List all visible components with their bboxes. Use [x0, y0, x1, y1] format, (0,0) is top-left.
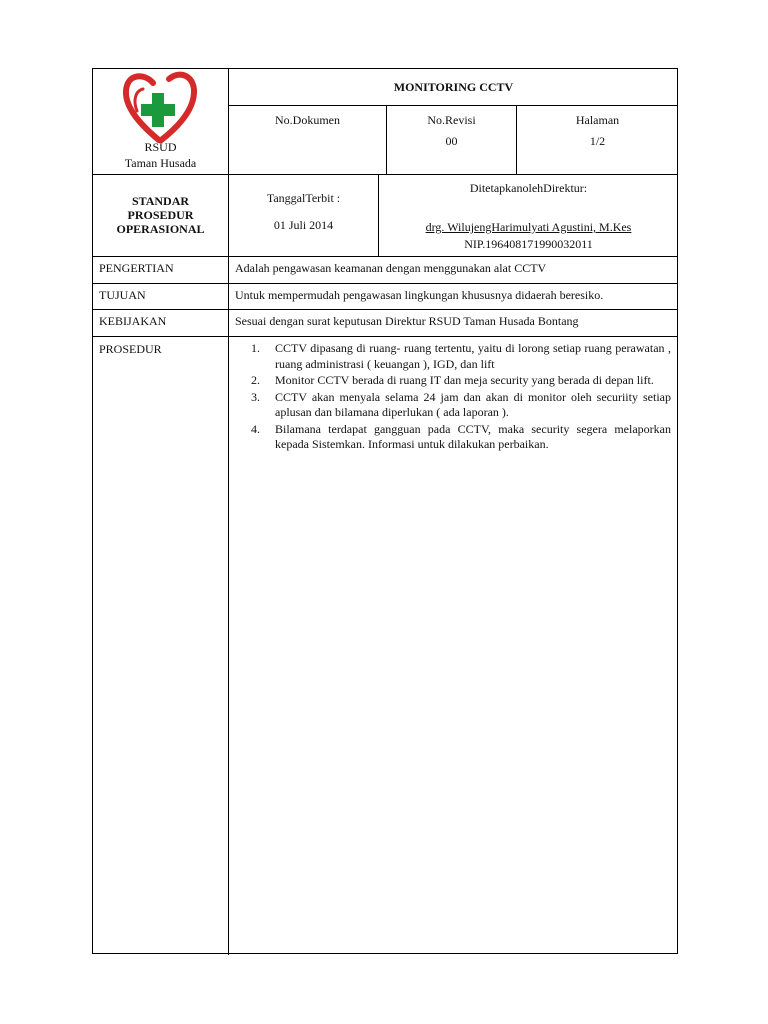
prosedur-item-text: CCTV dipasang di ruang- ruang tertentu, yaitu di lorong setiap ruang perawatan , ruang administrasi ( keuangan ), IGD, dan lift — [275, 341, 671, 371]
no-revisi-label: No.Revisi — [427, 113, 476, 127]
prosedur-item-number: 1. — [251, 341, 260, 355]
sop-label-line3: OPERASIONAL — [116, 222, 205, 236]
pengertian-text: Adalah pengawasan keamanan dengan menggunakan alat CCTV — [235, 261, 547, 275]
title-row-divider — [228, 105, 678, 106]
prosedur-label: PROSEDUR — [99, 342, 162, 356]
hospital-name-line2: Taman Husada — [124, 156, 197, 170]
pengertian-label: PENGERTIAN — [99, 261, 174, 275]
kebijakan-divider — [93, 336, 678, 337]
prosedur-list — [235, 341, 671, 454]
prosedur-item — [235, 390, 671, 421]
tanggal-terbit-value: 01 Juli 2014 — [273, 218, 334, 232]
prosedur-item — [235, 341, 671, 372]
sop-document — [92, 68, 678, 954]
sop-label-line1: STANDAR — [131, 194, 190, 208]
halaman-value: 1/2 — [589, 134, 606, 148]
sop-divider — [93, 256, 678, 257]
no-revisi-value: 00 — [445, 134, 458, 148]
prosedur-item-number: 4. — [251, 421, 260, 436]
kebijakan-label: KEBIJAKAN — [99, 314, 167, 328]
tanggal-terbit-label: TanggalTerbit : — [266, 191, 341, 205]
tujuan-label: TUJUAN — [99, 288, 146, 302]
prosedur-item — [235, 373, 671, 389]
prosedur-item-number: 2. — [251, 373, 260, 387]
prosedur-item — [235, 422, 671, 453]
director-name: drg. WilujengHarimulyati Agustini, M.Kes — [425, 220, 632, 234]
tujuan-divider — [93, 309, 678, 310]
hospital-name-line1: RSUD — [144, 140, 177, 154]
kebijakan-text: Sesuai dengan surat keputusan Direktur RSUD Taman Husada Bontang — [235, 314, 579, 328]
pengertian-divider — [93, 283, 678, 284]
tujuan-text: Untuk mempermudah pengawasan lingkungan khususnya didaerah beresiko. — [235, 288, 604, 302]
ditetapkan-label: DitetapkanolehDirektur: — [469, 181, 588, 195]
prosedur-item-text: CCTV akan menyala selama 24 jam dan akan di monitor oleh securiity setiap aplusan dan bilamana diperlukan ( ada laporan ). — [275, 389, 671, 419]
halaman-label: Halaman — [575, 113, 620, 127]
prosedur-item-text: Monitor CCTV berada di ruang IT dan meja security yang berada di depan lift. — [275, 373, 654, 387]
prosedur-item-number: 3. — [251, 389, 260, 404]
prosedur-item-text: Bilamana terdapat gangguan pada CCTV, maka security segera melaporkan kepada Sistemkan. Informasi untuk dilakukan perbaikan. — [275, 421, 671, 451]
director-nip: NIP.196408171990032011 — [464, 237, 593, 251]
no-dokumen-label: No.Dokumen — [275, 113, 340, 127]
rsud-logo-icon — [123, 71, 197, 143]
sop-label-line2: PROSEDUR — [127, 208, 194, 222]
header-divider — [93, 174, 678, 175]
document-title: MONITORING CCTV — [393, 80, 514, 94]
